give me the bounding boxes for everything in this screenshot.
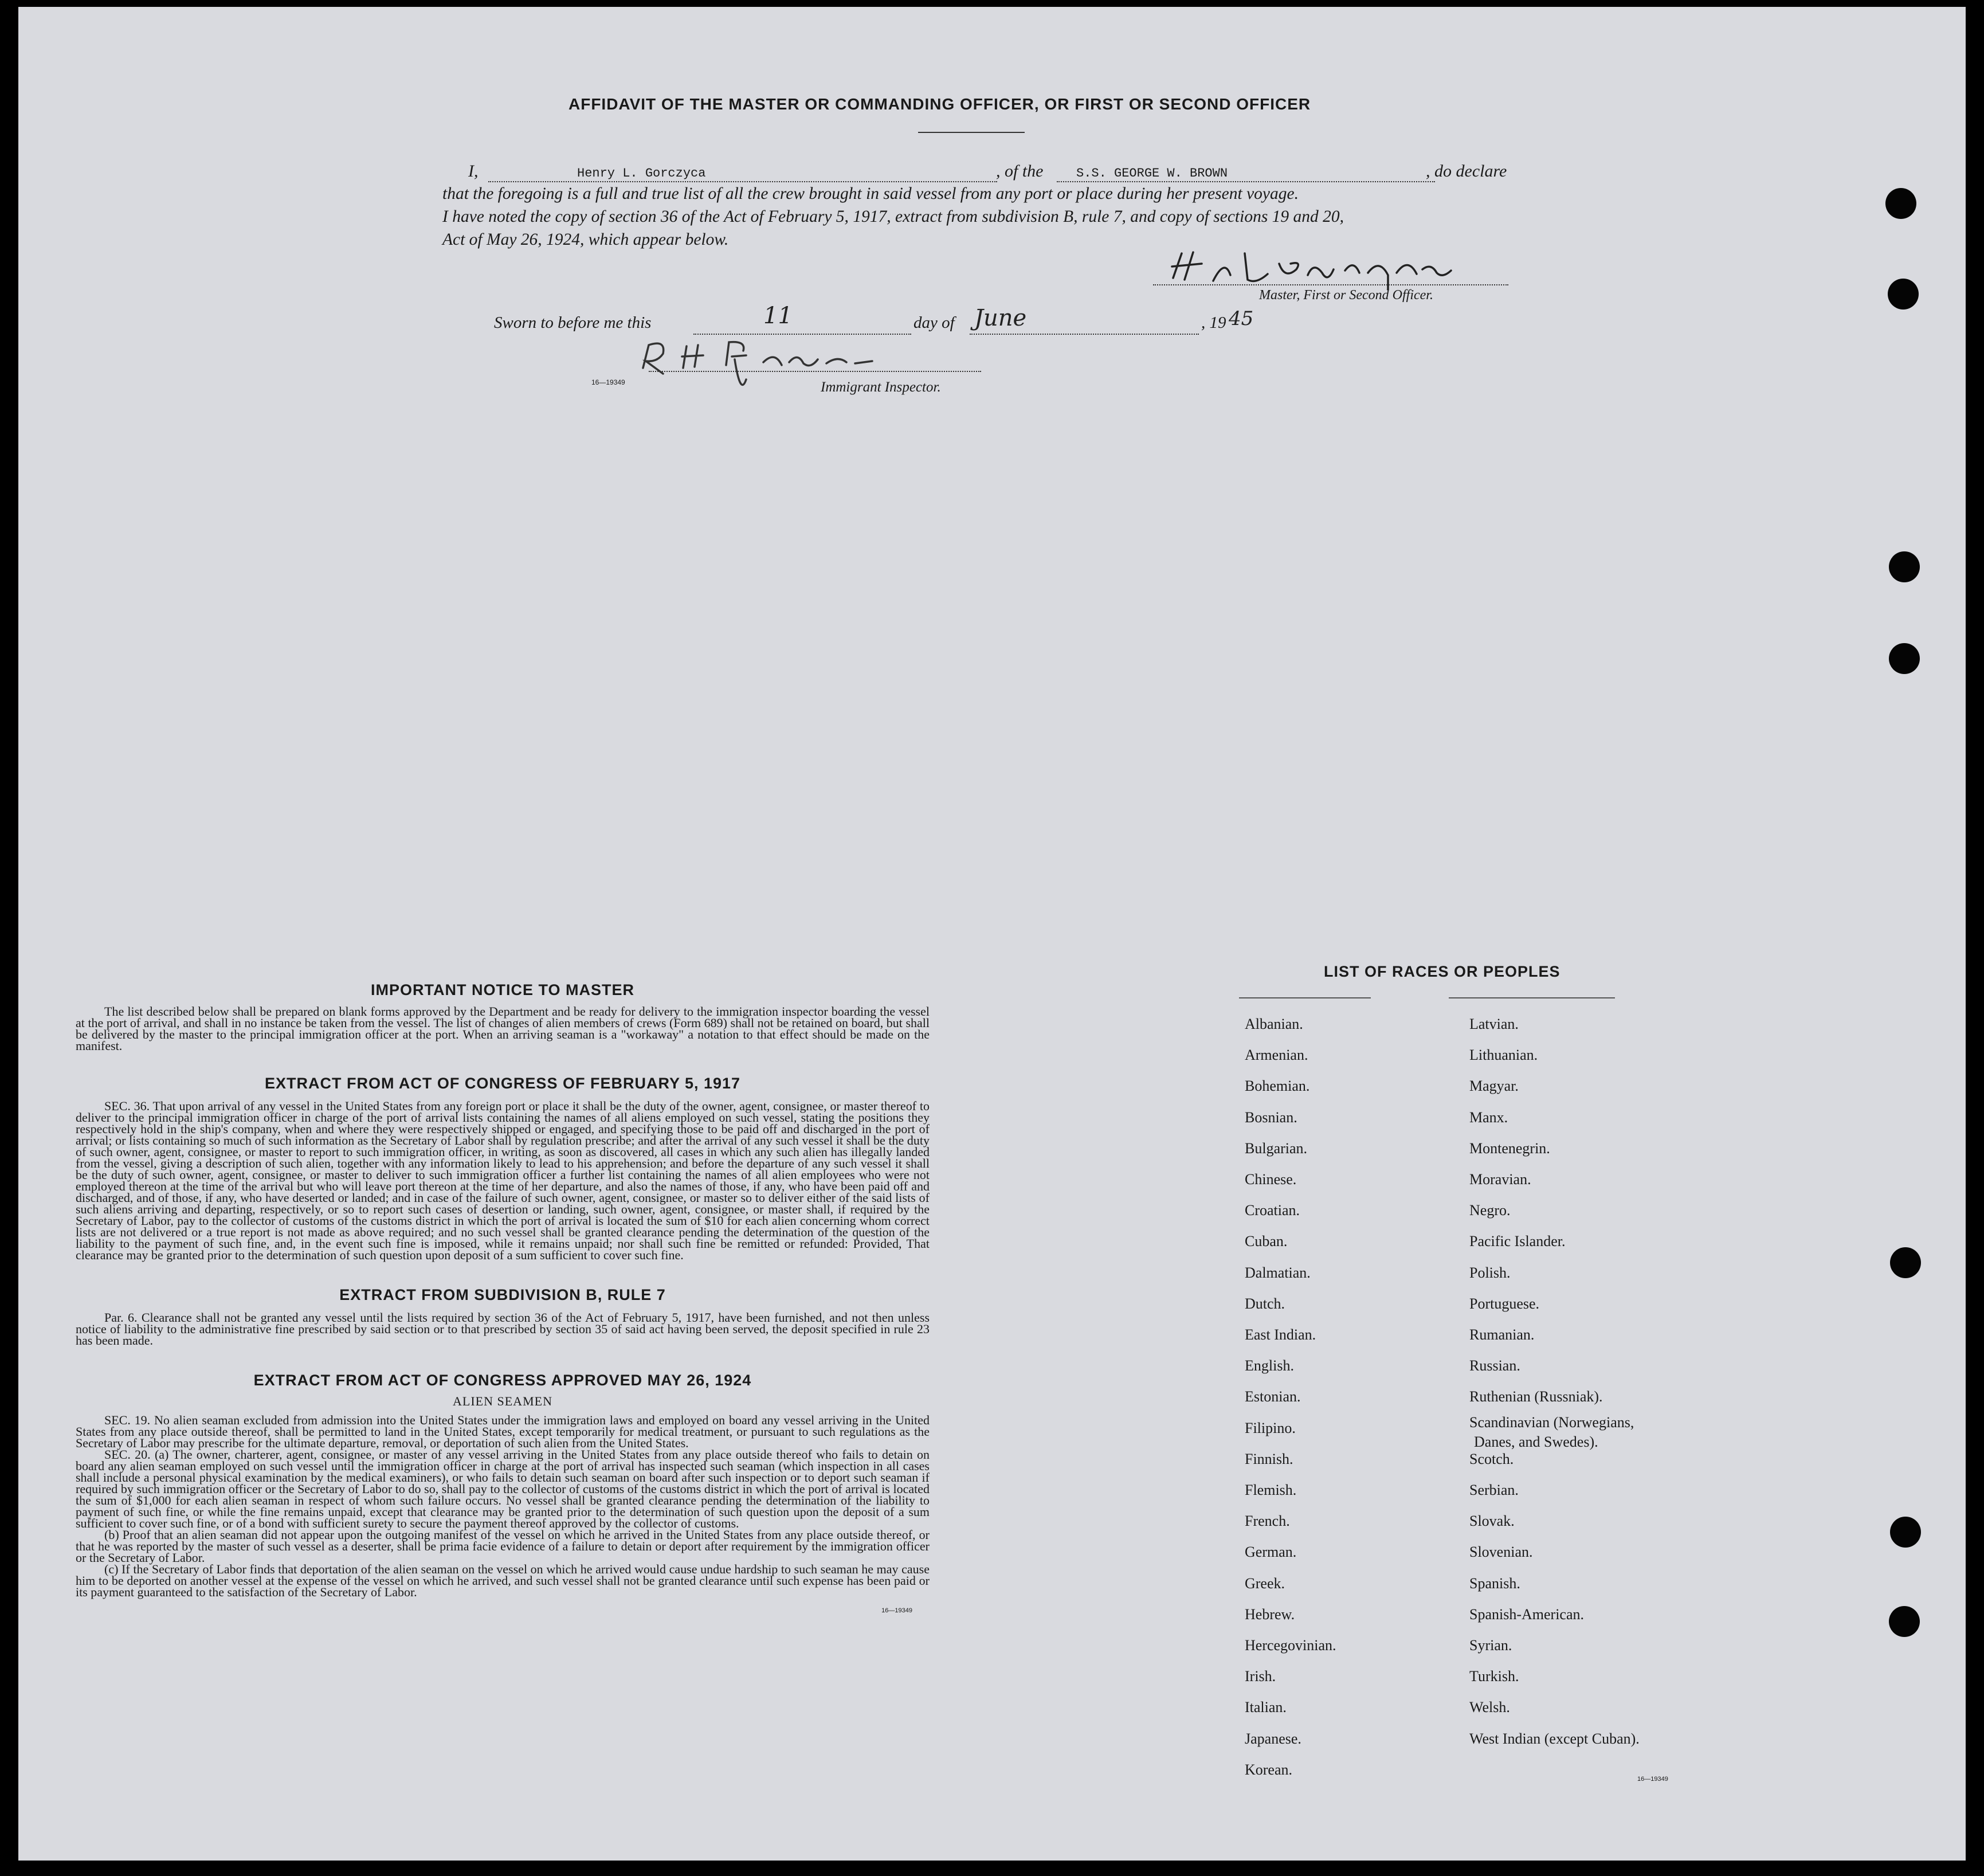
subdivision-b-title: EXTRACT FROM SUBDIVISION B, RULE 7 <box>339 1286 666 1303</box>
race-item: Scotch. <box>1469 1450 1514 1467</box>
race-item: Hebrew. <box>1245 1605 1295 1623</box>
race-item: German. <box>1245 1544 1297 1561</box>
inspector-caption: Immigrant Inspector. <box>821 379 941 395</box>
affidavit-form-number: 16—19349 <box>591 378 625 386</box>
affidavit-line-4: Act of May 26, 1924, which appear below. <box>442 230 729 249</box>
race-item: Bohemian. <box>1245 1078 1310 1095</box>
race-item: West Indian (except Cuban). <box>1469 1730 1640 1747</box>
race-item: Russian. <box>1469 1357 1520 1374</box>
sworn-day-field <box>693 316 911 335</box>
race-item: Flemish. <box>1245 1482 1297 1498</box>
race-item: Spanish. <box>1469 1575 1520 1592</box>
race-item: Armenian. <box>1245 1047 1308 1064</box>
race-item: English. <box>1245 1357 1294 1374</box>
master-name-value: Henry L. Gorczyca <box>577 166 706 181</box>
race-item: Bosnian. <box>1245 1109 1297 1126</box>
race-item: Turkish. <box>1469 1668 1519 1685</box>
race-item: Dalmatian. <box>1245 1264 1311 1281</box>
master-caption: Master, First or Second Officer. <box>1259 288 1433 303</box>
affidavit-title: AFFIDAVIT OF THE MASTER OR COMMANDING OFFICER, OR FIRST OR SECOND OFFICER <box>568 95 1311 113</box>
year-prefix: , 19 <box>1201 314 1226 332</box>
race-item: Hercegovinian. <box>1245 1637 1336 1654</box>
notice-title: IMPORTANT NOTICE TO MASTER <box>371 981 634 998</box>
race-item: Lithuanian. <box>1469 1047 1538 1064</box>
inspector-signature-line <box>649 359 981 372</box>
title-rule <box>918 132 1025 133</box>
extract-1924-title: EXTRACT FROM ACT OF CONGRESS APPROVED MAY 26, 1924 <box>253 1372 752 1389</box>
race-item: Polish. <box>1469 1264 1511 1281</box>
race-item: Filipino. <box>1245 1419 1296 1436</box>
races-form-number: 16—19349 <box>1637 1776 1668 1783</box>
master-name-field <box>488 163 997 182</box>
race-item: Pacific Islander. <box>1469 1233 1566 1250</box>
race-item: French. <box>1245 1513 1290 1530</box>
race-item: Korean. <box>1245 1761 1293 1778</box>
binder-hole <box>1890 1517 1921 1548</box>
binder-hole <box>1888 279 1919 310</box>
affidavit-line-2: that the foregoing is a full and true list of all the crew brought in said vessel from any port or place during her present voyage. <box>442 185 1299 203</box>
day-of-label: day of <box>913 314 955 332</box>
race-item: Ruthenian (Russniak). <box>1469 1388 1603 1405</box>
binder-hole <box>1889 643 1920 674</box>
subdivision-b-text: Par. 6. Clearance shall not be granted any vessel until the lists required by section 36 of the Act of February 5, 1917, have been furnished, and not then unless notice of liability to the administrative fine prescribed by said section or to that prescribed by section 35 of said act having been served, the deposit specified in rule 23 has been made. <box>76 1310 930 1348</box>
race-item: Spanish-American. <box>1469 1605 1585 1623</box>
races-title: LIST OF RACES OR PEOPLES <box>1324 963 1560 980</box>
race-item: Italian. <box>1245 1699 1287 1716</box>
race-item: Danes, and Swedes). <box>1474 1433 1598 1450</box>
sworn-label: Sworn to before me this <box>494 314 652 332</box>
sec-19-text: SEC. 19. No alien seaman excluded from admission into the United States under the immigration laws and employed on board any vessel arriving in the United States from any place outside thereof, shall be permitted to land in the United States, except temporarily for medical treatment, or pursuant to such regulations as the Secretary of Labor may prescribe for the ultimate departure, removal, or deportation of such alien from the United States. <box>76 1413 930 1450</box>
left-column <box>76 981 930 1614</box>
race-item: Slovenian. <box>1469 1544 1533 1561</box>
race-item: Serbian. <box>1469 1482 1519 1498</box>
races-rule-left <box>1239 997 1371 998</box>
race-item: Cuban. <box>1245 1233 1288 1250</box>
race-item: Negro. <box>1469 1202 1511 1219</box>
race-item: Manx. <box>1469 1109 1508 1126</box>
race-item: Chinese. <box>1245 1171 1297 1188</box>
vessel-name-value: S.S. GEORGE W. BROWN <box>1076 166 1228 181</box>
binder-hole <box>1885 188 1916 219</box>
race-item: Moravian. <box>1469 1171 1531 1188</box>
race-item: Japanese. <box>1245 1730 1301 1747</box>
race-item: Montenegrin. <box>1469 1139 1550 1157</box>
master-signature <box>1162 246 1483 292</box>
binder-hole <box>1890 1247 1921 1278</box>
race-item: Portuguese. <box>1469 1295 1540 1312</box>
extract-form-number: 16—19349 <box>881 1607 912 1614</box>
race-item: Slovak. <box>1469 1513 1515 1530</box>
race-item: Irish. <box>1245 1668 1276 1685</box>
race-item: Albanian. <box>1245 1016 1303 1032</box>
race-item: Rumanian. <box>1469 1326 1535 1343</box>
race-item: Latvian. <box>1469 1016 1519 1032</box>
of-the-label: , of the <box>996 162 1044 181</box>
document-page <box>18 7 1966 1861</box>
race-item: Greek. <box>1245 1575 1285 1592</box>
sec-20a-text: SEC. 20. (a) The owner, charterer, agent, consignee, or master of any vessel arriving in the United States from any place outside thereof who fails to detain on board any alien seaman employed on such vessel until the immigration officer in charge at the port of arrival has inspected such seaman (which inspection in all cases shall include a personal physical examination by the medical examiners), or who fails to detain such seaman on board after such inspection or to deport such seaman if required by such immigration officer or the Secretary of Labor to do so, shall pay to the collector of customs of the customs district in which the port of arrival is located the sum of $1,000 for each alien seaman in respect of whom such failure occurs. No vessel shall be granted clearance pending the determination of the liability to payment of such fine, or while the fine remains unpaid, except that clearance may be granted prior to the determination of such question upon the deposit of a sum sufficient to cover such fine, or of a bond with sufficient surety to secure the payment thereof approved by the collector of customs. <box>76 1447 930 1530</box>
sworn-day-value: 11 <box>763 303 793 329</box>
affidavit-line-3: I have noted the copy of section 36 of the Act of February 5, 1917, extract from subdivision B, rule 7, and copy of sections 19 and 20, <box>442 207 1344 226</box>
master-signature-line <box>1153 273 1508 285</box>
notice-text: The list described below shall be prepared on blank forms approved by the Department and be ready for delivery to the immigration inspector boarding the vessel at the port of arrival, and shall in no instance be taken from the vessel. The list of changes of alien members of crews (Form 689) shall not be retained on board, but shall be delivered by the master to the principal immigration officer at the port. When an arriving seaman is a "workaway" a notation to that effect should be made on the manifest. <box>76 1004 930 1053</box>
year-suffix: 45 <box>1229 307 1254 330</box>
extract-1917-title: EXTRACT FROM ACT OF CONGRESS OF FEBRUARY 5, 1917 <box>264 1075 741 1092</box>
binder-hole <box>1889 1606 1920 1637</box>
race-item: Syrian. <box>1469 1637 1512 1654</box>
race-item: Scandinavian (Norwegians, <box>1469 1413 1634 1431</box>
race-item: Finnish. <box>1245 1450 1293 1467</box>
do-declare-label: , do declare <box>1426 162 1507 181</box>
affidavit-i-label: I, <box>468 162 479 181</box>
races-rule-right <box>1449 997 1615 998</box>
sec-20b-text: (b) Proof that an alien seaman did not appear upon the outgoing manifest of the vessel on which he arrived in the United States from any place outside thereof, or that he was reported by the master of such vessel as a deserter, shall be prima facie evidence of a failure to detain or deport after requirement by the immigration officer or the Secretary of Labor. <box>76 1528 930 1565</box>
sworn-month-value: June <box>974 305 1027 331</box>
binder-hole <box>1889 551 1920 582</box>
race-item: Croatian. <box>1245 1202 1300 1219</box>
race-item: Magyar. <box>1469 1078 1519 1095</box>
sec-20c-text: (c) If the Secretary of Labor finds that deportation of the alien seaman on the vessel on which he arrived would cause undue hardship to such seaman he may cause him to be deported on another vessel at the expense of the vessel on which he arrived, and such vessel shall not be granted clearance until such expense has been paid or its payment guaranteed to the satisfaction of the Secretary of Labor. <box>76 1562 930 1599</box>
race-item: Dutch. <box>1245 1295 1285 1312</box>
race-item: East Indian. <box>1245 1326 1316 1343</box>
extract-1917-text: SEC. 36. That upon arrival of any vessel in the United States from any foreign port or place it shall be the duty of the owner, agent, consignee, or master thereof to deliver to the principal immigration officer in charge of the port of arrival lists containing the names of all aliens employed on such vessel, stating the positions they respectively hold in the ship's company, when and where they were respectively shipped or engaged, and specifying those to be paid off and discharged in the port of arrival; or lists containing so much of such information as the Secretary of Labor shall by regulation prescribe; and after the arrival of any such vessel it shall be the duty of such owner, agent, consignee, or master to report to such immigration officer, in writing, as soon as discovered, all cases in which any such alien has illegally landed from the vessel, giving a description of such alien, together with any information likely to lead to his apprehension; and before the departure of any such vessel it shall be the duty of such owner, agent, consignee, or master to deliver to such immigration officer a further list containing the names of all alien employees who were not employed thereon at the time of the arrival but who will leave port thereon at the time of her departure, and also the names of those, if any, who have been paid off and discharged, and of those, if any, who have deserted or landed; and in case of the failure of such owner, agent, consignee, or master so to deliver either of the said lists of such aliens arriving and departing, respectively, or so to report such cases of desertion or landing, such owner, agent, consignee, or master shall, if required by the Secretary of Labor, pay to the collector of customs of the customs district in which the port of arrival is located the sum of $10 for each alien concerning whom correct lists are not delivered or a true report is not made as above required; and no such vessel shall be granted clearance pending the determination of the question of the liability to the payment of such fine, and, in the event such fine is imposed, while it remains unpaid; nor shall such fine be remitted or refunded: Provided, That clearance may be granted prior to the determination of such question upon deposit of a sum sufficient to cover such fine. <box>76 1099 930 1262</box>
race-item: Welsh. <box>1469 1699 1510 1716</box>
race-item: Bulgarian. <box>1245 1139 1308 1157</box>
alien-seamen-subtitle: ALIEN SEAMEN <box>453 1394 552 1408</box>
race-item: Estonian. <box>1245 1388 1301 1405</box>
